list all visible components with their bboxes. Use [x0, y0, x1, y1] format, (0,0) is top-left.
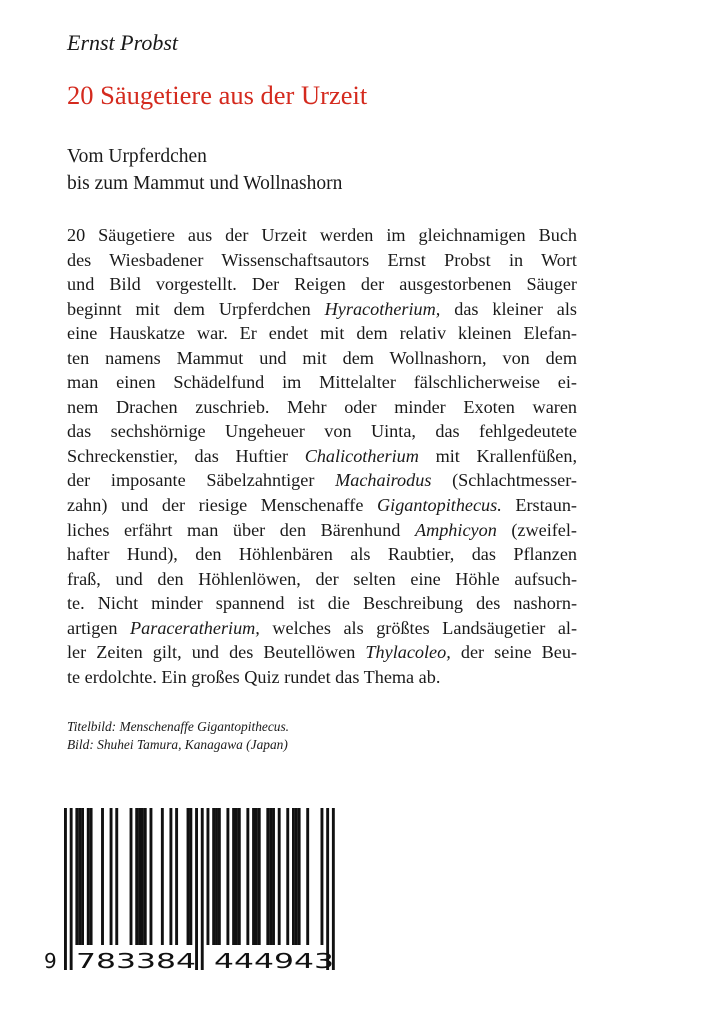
barcode-bar: [252, 808, 255, 945]
barcode-bar: [64, 808, 67, 970]
blurb-text-segment: fraß, und den Höhlenlöwen, der selten eine Höhle aufsuch-: [67, 568, 577, 589]
barcode-bar: [218, 808, 221, 945]
species-name: Amphicyon: [414, 519, 497, 540]
blurb-text-segment: mit Krallenfüßen,: [418, 445, 577, 466]
barcode-bar: [269, 808, 272, 945]
species-name: Machairodus: [335, 470, 432, 491]
blurb-text-segment: (Schlachtmesser-: [431, 470, 577, 491]
barcode-bar: [258, 808, 261, 945]
species-name: Gigantopithecus.: [377, 495, 502, 516]
barcode-bar: [101, 808, 104, 945]
barcode-bar: [144, 808, 147, 945]
blurb-line: [67, 395, 577, 420]
blurb-text-segment: und Bild vorgestellt. Der Reigen der ausgestorbenen Säuger: [67, 274, 577, 295]
barcode-first-digit: 9: [44, 949, 57, 973]
barcode-bar: [90, 808, 93, 945]
barcode-bar: [255, 808, 258, 945]
blurb-line: [67, 665, 577, 690]
barcode-bar: [332, 808, 335, 970]
blurb-text-segment: man einen Schädelfund im Mittelalter fälschlicherweise ei-: [67, 372, 577, 393]
barcode-bar: [75, 808, 78, 945]
caption-line-1: Titelbild: Menschenaffe Gigantopithecus.: [67, 719, 290, 734]
blurb-line: [67, 640, 577, 665]
blurb-text-segment: hafter Hund), den Höhlenbären als Raubtier, das Pflanzen: [67, 544, 577, 565]
author-name: Ernst Probst: [67, 30, 179, 55]
blurb-line: [67, 444, 577, 469]
species-name: Hyracotherium,: [324, 298, 441, 319]
blurb-text-segment: te. Nicht minder spannend ist die Beschreibung des nashorn-: [67, 593, 577, 614]
blurb-line: [67, 493, 577, 518]
barcode-bar: [130, 808, 133, 945]
caption-line-2: Bild: Shuhei Tamura, Kanagawa (Japan): [67, 737, 288, 752]
barcode-bar: [326, 808, 329, 970]
blurb-text-segment: der imposante Säbelzahntiger: [67, 470, 336, 491]
blurb-text-segment: ten namens Mammut und mit dem Wollnashorn, von dem: [67, 347, 577, 368]
barcode-bar: [286, 808, 289, 945]
blurb-text-segment: der seine Beu-: [450, 642, 577, 663]
blurb-text-segment: ler Zeiten gilt, und des Beutellöwen: [67, 642, 366, 663]
blurb-text-segment: beginnt mit dem Urpferdchen: [67, 298, 325, 319]
blurb-line: [67, 567, 577, 592]
barcode-bar: [295, 808, 298, 945]
barcode-bar: [169, 808, 172, 945]
blurb-line: [67, 518, 577, 543]
blurb-text-segment: (zweifel-: [496, 519, 577, 540]
blurb-text-segment: Schreckenstier, das Huftier: [67, 445, 305, 466]
barcode-bar: [321, 808, 324, 945]
barcode-bar: [135, 808, 138, 945]
blurb-line: [67, 542, 577, 567]
barcode-right-digits: 444943: [214, 949, 334, 973]
barcode-left-digits: 783384: [76, 949, 196, 973]
barcode-bar: [238, 808, 241, 945]
barcode-bar: [232, 808, 235, 945]
barcode-bar: [278, 808, 281, 945]
barcode-bars: [64, 808, 335, 970]
barcode-bar: [110, 808, 113, 945]
barcode-bar: [201, 808, 204, 970]
barcode-bar: [292, 808, 295, 945]
species-name: Chalicotherium: [304, 445, 419, 466]
blurb-line: [67, 616, 577, 641]
blurb-text-segment: des Wiesbadener Wissenschaftsautors Ernst Probst in Wort: [67, 249, 577, 270]
barcode-graphic: [42, 808, 344, 973]
blurb-text-segment: das sechshörnige Ungeheuer von Uinta, das fehlgedeutete: [67, 421, 577, 442]
blurb-line: [67, 468, 577, 493]
barcode-bar: [141, 808, 144, 945]
subtitle-line-1: Vom Urpferdchen: [67, 146, 207, 167]
blurb-line: [67, 297, 577, 322]
blurb-line: [67, 419, 577, 444]
blurb-text-segment: liches erfährt man über den Bärenhund: [67, 519, 415, 540]
blurb-text-segment: Erstaun-: [501, 495, 577, 516]
blurb-line: [67, 321, 577, 346]
blurb-text-segment: welches als größtes Landsäugetier al-: [259, 617, 577, 638]
barcode-bar: [138, 808, 141, 945]
barcode-bar: [81, 808, 84, 945]
blurb-line: [67, 272, 577, 297]
blurb-text-segment: das kleiner als: [440, 298, 577, 319]
barcode-bar: [226, 808, 229, 945]
cover-caption: [67, 718, 289, 754]
blurb-text-segment: eine Hauskatze war. Er endet mit dem relativ kleinen Elefan-: [67, 323, 577, 344]
blurb-line: [67, 370, 577, 395]
isbn-barcode: [42, 808, 344, 973]
barcode-bar: [195, 808, 198, 970]
blurb-line: [67, 223, 577, 248]
barcode-bar: [115, 808, 118, 945]
blurb-line: [67, 346, 577, 371]
blurb-text: [67, 223, 577, 689]
species-name: Thylacoleo,: [365, 642, 451, 663]
barcode-bar: [246, 808, 249, 945]
blurb-line: [67, 591, 577, 616]
barcode-bar: [212, 808, 215, 945]
barcode-bar: [150, 808, 153, 945]
species-name: Paraceratherium,: [130, 617, 260, 638]
blurb-text-segment: nem Drachen zuschrieb. Mehr oder minder Exoten waren: [67, 396, 577, 417]
barcode-bar: [175, 808, 178, 945]
barcode-bar: [70, 808, 73, 970]
barcode-bar: [87, 808, 90, 945]
blurb-text-segment: 20 Säugetiere aus der Urzeit werden im gleichnamigen Buch: [67, 225, 577, 245]
barcode-bar: [298, 808, 301, 945]
barcode-bar: [189, 808, 192, 945]
blurb-text-segment: zahn) und der riesige Menschenaffe: [67, 495, 377, 516]
barcode-bar: [272, 808, 275, 945]
subtitle-line-2: bis zum Mammut und Wollnashorn: [67, 173, 343, 194]
barcode-bar: [207, 808, 210, 945]
blurb-text-segment: te erdolchte. Ein großes Quiz rundet das Thema ab.: [67, 666, 441, 687]
barcode-bar: [215, 808, 218, 945]
book-title: 20 Säugetiere aus der Urzeit: [67, 80, 368, 110]
barcode-bar: [161, 808, 164, 945]
barcode-bar: [266, 808, 269, 945]
barcode-bar: [306, 808, 309, 945]
book-subtitle: [67, 143, 342, 197]
blurb-text-segment: artigen: [67, 617, 131, 638]
blurb-line: [67, 248, 577, 273]
barcode-bar: [235, 808, 238, 945]
barcode-bar: [187, 808, 190, 945]
barcode-bar: [78, 808, 81, 945]
